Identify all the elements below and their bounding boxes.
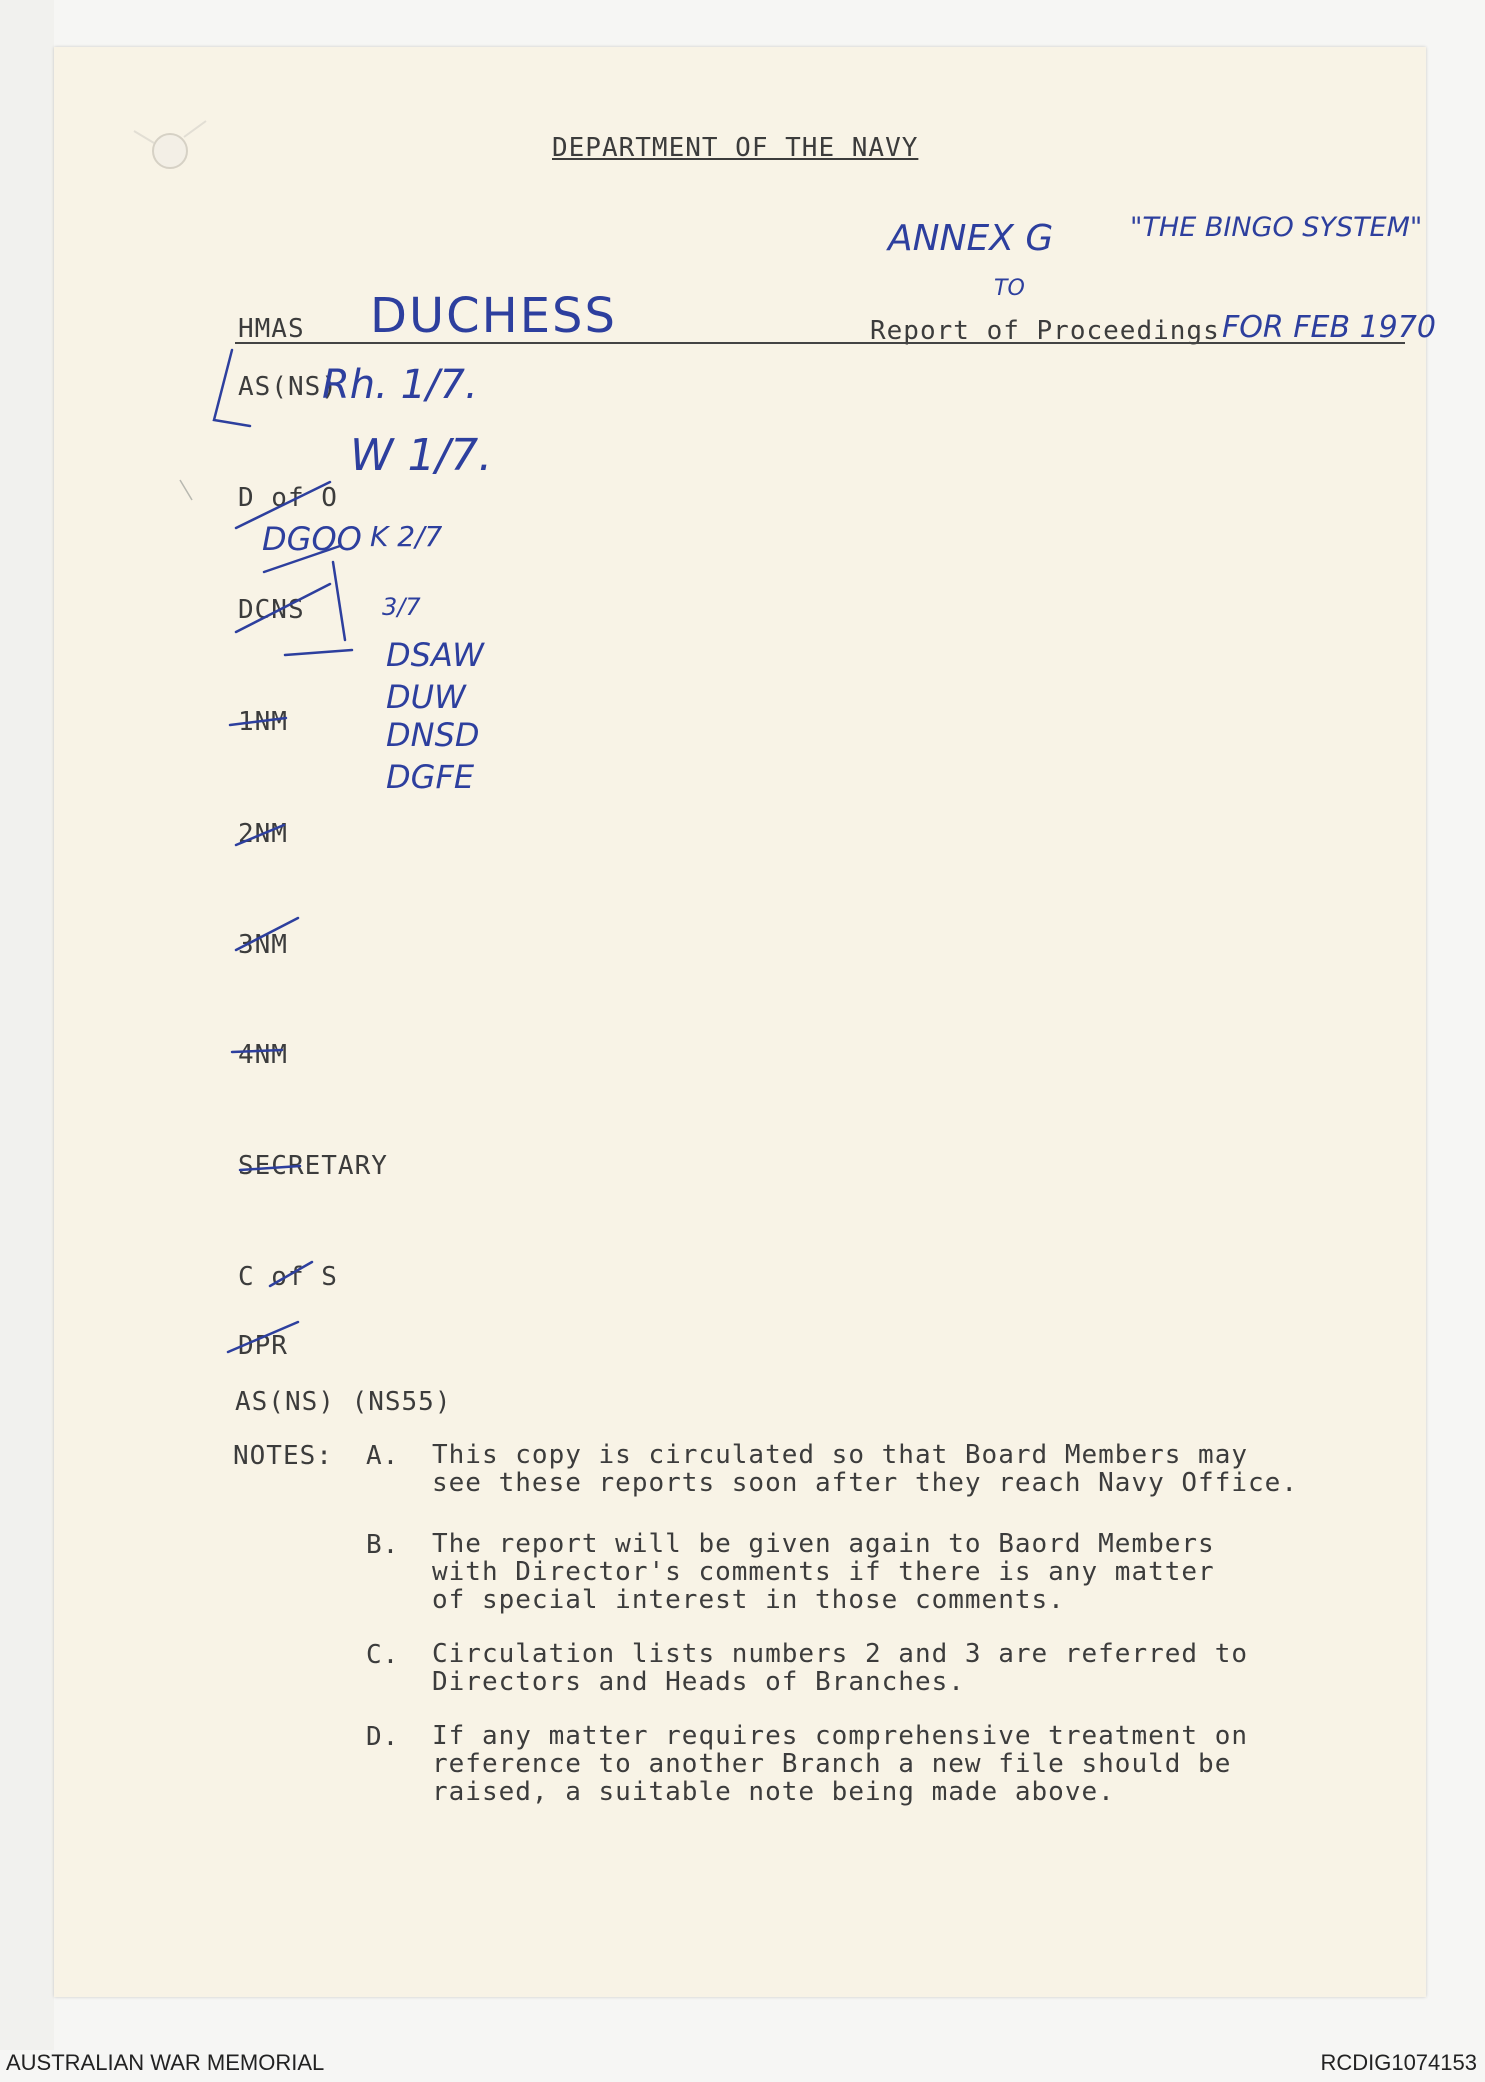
note-text-b: The report will be given again to Baord Members with Director's comments if there is any matter of special interest in those comments. xyxy=(432,1529,1215,1615)
footer-source: AUSTRALIAN WAR MEMORIAL xyxy=(6,2050,325,2075)
note-text-c: Circulation lists numbers 2 and 3 are referred to Directors and Heads of Branches. xyxy=(432,1639,1249,1697)
initial-d-of-o: W 1/7. xyxy=(350,430,493,481)
annex-annotation: ANNEX G xyxy=(888,218,1054,259)
routing-dcns: DCNS xyxy=(238,595,305,625)
page-title: DEPARTMENT OF THE NAVY xyxy=(552,133,919,163)
routing-as-ns-ns55: AS(NS) (NS55) xyxy=(235,1387,452,1417)
initial-dcns: 3/7 xyxy=(382,593,421,621)
report-date: FOR FEB 1970 xyxy=(1222,310,1436,345)
to-annotation: TO xyxy=(994,276,1025,301)
note-text-a: This copy is circulated so that Board Members may see these reports soon after they reach Navy Office. xyxy=(432,1440,1298,1498)
routing-1nm: 1NM xyxy=(238,707,288,737)
routing-as-ns: AS(NS) xyxy=(238,372,338,402)
note-letter-c: C. xyxy=(366,1640,400,1670)
initial-as-ns: Rh. 1/7. xyxy=(322,362,478,408)
initial-dgoo-signature: K 2/7 xyxy=(370,520,443,553)
directorate-duw: DUW xyxy=(386,678,466,716)
bingo-annotation: "THE BINGO SYSTEM" xyxy=(1130,212,1423,243)
routing-2nm: 2NM xyxy=(238,819,288,849)
note-text-d: If any matter requires comprehensive treatment on reference to another Branch a new file should be raised, a suitable note being made above. xyxy=(432,1721,1249,1807)
note-letter-b: B. xyxy=(366,1530,400,1560)
directorate-dgfe: DGFE xyxy=(386,758,475,796)
note-letter-a: A. xyxy=(366,1441,400,1471)
routing-c-of-s: C of S xyxy=(238,1262,338,1292)
routing-dpr: DPR xyxy=(238,1331,288,1361)
notes-label: NOTES: xyxy=(233,1441,333,1471)
hmas-label: HMAS xyxy=(238,314,305,344)
routing-4nm: 4NM xyxy=(238,1040,288,1070)
initial-dgoo: DGOO xyxy=(262,520,362,558)
note-letter-d: D. xyxy=(366,1722,400,1752)
ship-name: DUCHESS xyxy=(370,288,617,344)
footer-reference: RCDIG1074153 xyxy=(1320,2050,1477,2075)
directorate-dsaw: DSAW xyxy=(386,636,484,674)
routing-3nm: 3NM xyxy=(238,930,288,960)
directorate-dnsd: DNSD xyxy=(386,716,480,754)
report-label: Report of Proceedings xyxy=(870,316,1220,346)
routing-d-of-o: D of O xyxy=(238,483,338,513)
routing-secretary: SECRETARY xyxy=(238,1151,388,1181)
